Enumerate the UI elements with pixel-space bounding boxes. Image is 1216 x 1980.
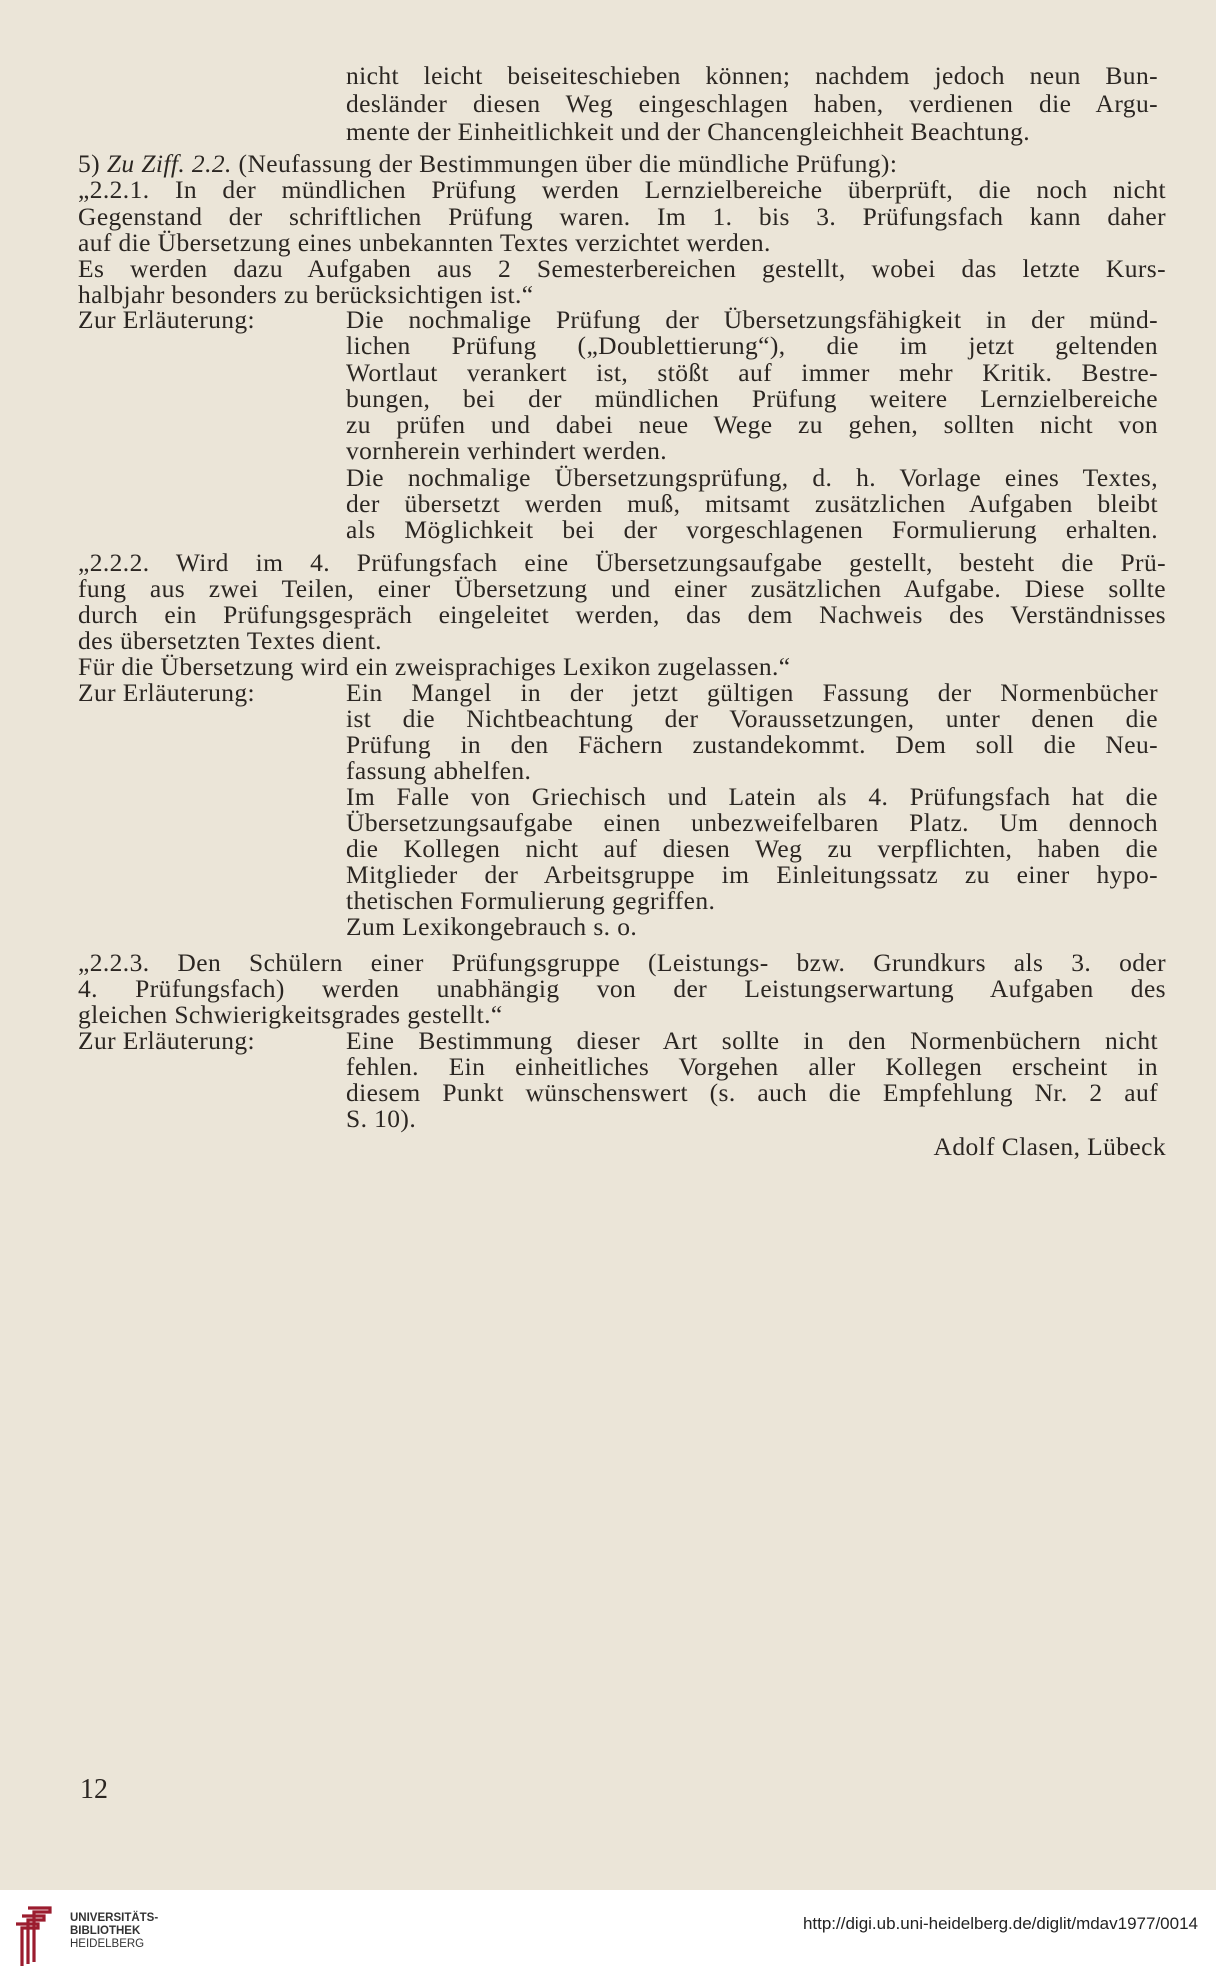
text-line: als Möglichkeit bei der vorgeschlagenen Formulierung erhalten. [346, 515, 1158, 544]
text-line: „2.2.3. Den Schülern einer Prüfungsgruppe (Leistungs- bzw. Grundkurs als 3. oder [78, 948, 1166, 977]
text-line: fassung abhelfen. [346, 756, 532, 785]
text-line: die Kollegen nicht auf diesen Weg zu verpflichten, haben die [346, 834, 1158, 863]
text-line: Übersetzungsaufgabe einen unbezweifelbaren Platz. Um dennoch [346, 808, 1158, 837]
footer-bar [0, 1890, 1216, 1980]
text-line: lichen Prüfung („Doublettierung“), die im jetzt geltenden [346, 331, 1158, 360]
text-line: durch ein Prüfungsgespräch eingeleitet werden, das dem Nachweis des Verständnisses [78, 600, 1166, 629]
text-line: thetischen Formulierung gegriffen. [346, 886, 716, 915]
author-signature: Adolf Clasen, Lübeck [933, 1132, 1166, 1161]
text-line: Prüfung in den Fächern zustandekommt. Dem soll die Neu- [346, 730, 1158, 759]
text-line: diesem Punkt wünschenswert (s. auch die Empfehlung Nr. 2 auf [346, 1078, 1158, 1107]
text-line: des übersetzten Textes dient. [78, 626, 382, 655]
text-line: Wortlaut verankert ist, stößt auf immer mehr Kritik. Bestre- [346, 358, 1158, 387]
text-line: der übersetzt werden muß, mitsamt zusätzlichen Aufgaben bleibt [346, 489, 1158, 518]
text-line: Gegenstand der schriftlichen Prüfung waren. Im 1. bis 3. Prüfungsfach kann daher [78, 202, 1166, 231]
text-line: zu prüfen und dabei neue Wege zu gehen, sollten nicht von [346, 410, 1158, 439]
text-line: Die nochmalige Prüfung der Übersetzungsfähigkeit in der münd- [346, 305, 1158, 334]
source-url-link[interactable]: http://digi.ub.uni-heidelberg.de/diglit/mdav1977/0014 [802, 1914, 1198, 1933]
text-line: auf die Übersetzung eines unbekannten Textes verzichtet werden. [78, 228, 771, 257]
explanation-label: Zur Erläuterung: [78, 305, 256, 334]
library-name [70, 1912, 158, 1951]
library-name-line: BIBLIOTHEK [70, 1925, 141, 1937]
page-number: 12 [80, 1774, 108, 1805]
library-name-line: HEIDELBERG [70, 1938, 145, 1950]
text-line: Für die Übersetzung wird ein zweisprachiges Lexikon zugelassen.“ [78, 652, 791, 681]
text-line: Mitglieder der Arbeitsgruppe im Einleitungssatz zu einer hypo- [346, 860, 1158, 889]
text-line: nicht leicht beiseiteschieben können; nachdem jedoch neun Bun- [346, 61, 1158, 90]
section-ref: Zu Ziff. 2.2. [106, 149, 232, 178]
text-line: 4. Prüfungsfach) werden unabhängig von der Leistungserwartung Aufgaben des [78, 974, 1166, 1003]
text-line: fehlen. Ein einheitliches Vorgehen aller Kollegen erscheint in [346, 1052, 1158, 1081]
section-title: (Neufassung der Bestimmungen über die mündliche Prüfung): [231, 149, 898, 178]
text-line: „2.2.2. Wird im 4. Prüfungsfach eine Übersetzungsaufgabe gestellt, besteht die Prü- [78, 548, 1166, 577]
text-line: ist die Nichtbeachtung der Voraussetzungen, unter denen die [346, 704, 1158, 733]
library-name-line: UNIVERSITÄTS- [70, 1912, 159, 1924]
text-line: mente der Einheitlichkeit und der Chancengleichheit Beachtung. [346, 117, 1031, 146]
section-number: 5) [78, 149, 107, 178]
explanation-label: Zur Erläuterung: [78, 1026, 256, 1055]
text-line: halbjahr besonders zu berücksichtigen ist.“ [78, 280, 534, 309]
text-line: Eine Bestimmung dieser Art sollte in den Normenbüchern nicht [346, 1026, 1158, 1055]
text-line: desländer diesen Weg eingeschlagen haben, verdienen die Argu- [346, 89, 1158, 118]
text-line: Im Falle von Griechisch und Latein als 4. Prüfungsfach hat die [346, 782, 1158, 811]
text-line: vornherein verhindert werden. [346, 436, 668, 465]
text-line: Die nochmalige Übersetzungsprüfung, d. h. Vorlage eines Textes, [346, 463, 1158, 492]
text-line: fung aus zwei Teilen, einer Übersetzung und einer zusätzlichen Aufgabe. Diese sollte [78, 574, 1166, 603]
text-line: Ein Mangel in der jetzt gültigen Fassung der Normenbücher [346, 678, 1158, 707]
library-logo-icon [14, 1904, 64, 1968]
explanation-label: Zur Erläuterung: [78, 678, 256, 707]
text-line: Es werden dazu Aufgaben aus 2 Semesterbereichen gestellt, wobei das letzte Kurs- [78, 254, 1166, 283]
text-line: S. 10). [346, 1104, 417, 1133]
text-line: gleichen Schwierigkeitsgrades gestellt.“ [78, 1000, 503, 1029]
text-line: bungen, bei der mündlichen Prüfung weitere Lernzielbereiche [346, 384, 1158, 413]
text-line: Zum Lexikongebrauch s. o. [346, 912, 638, 941]
text-line: „2.2.1. In der mündlichen Prüfung werden Lernzielbereiche überprüft, die noch nicht [78, 175, 1166, 204]
